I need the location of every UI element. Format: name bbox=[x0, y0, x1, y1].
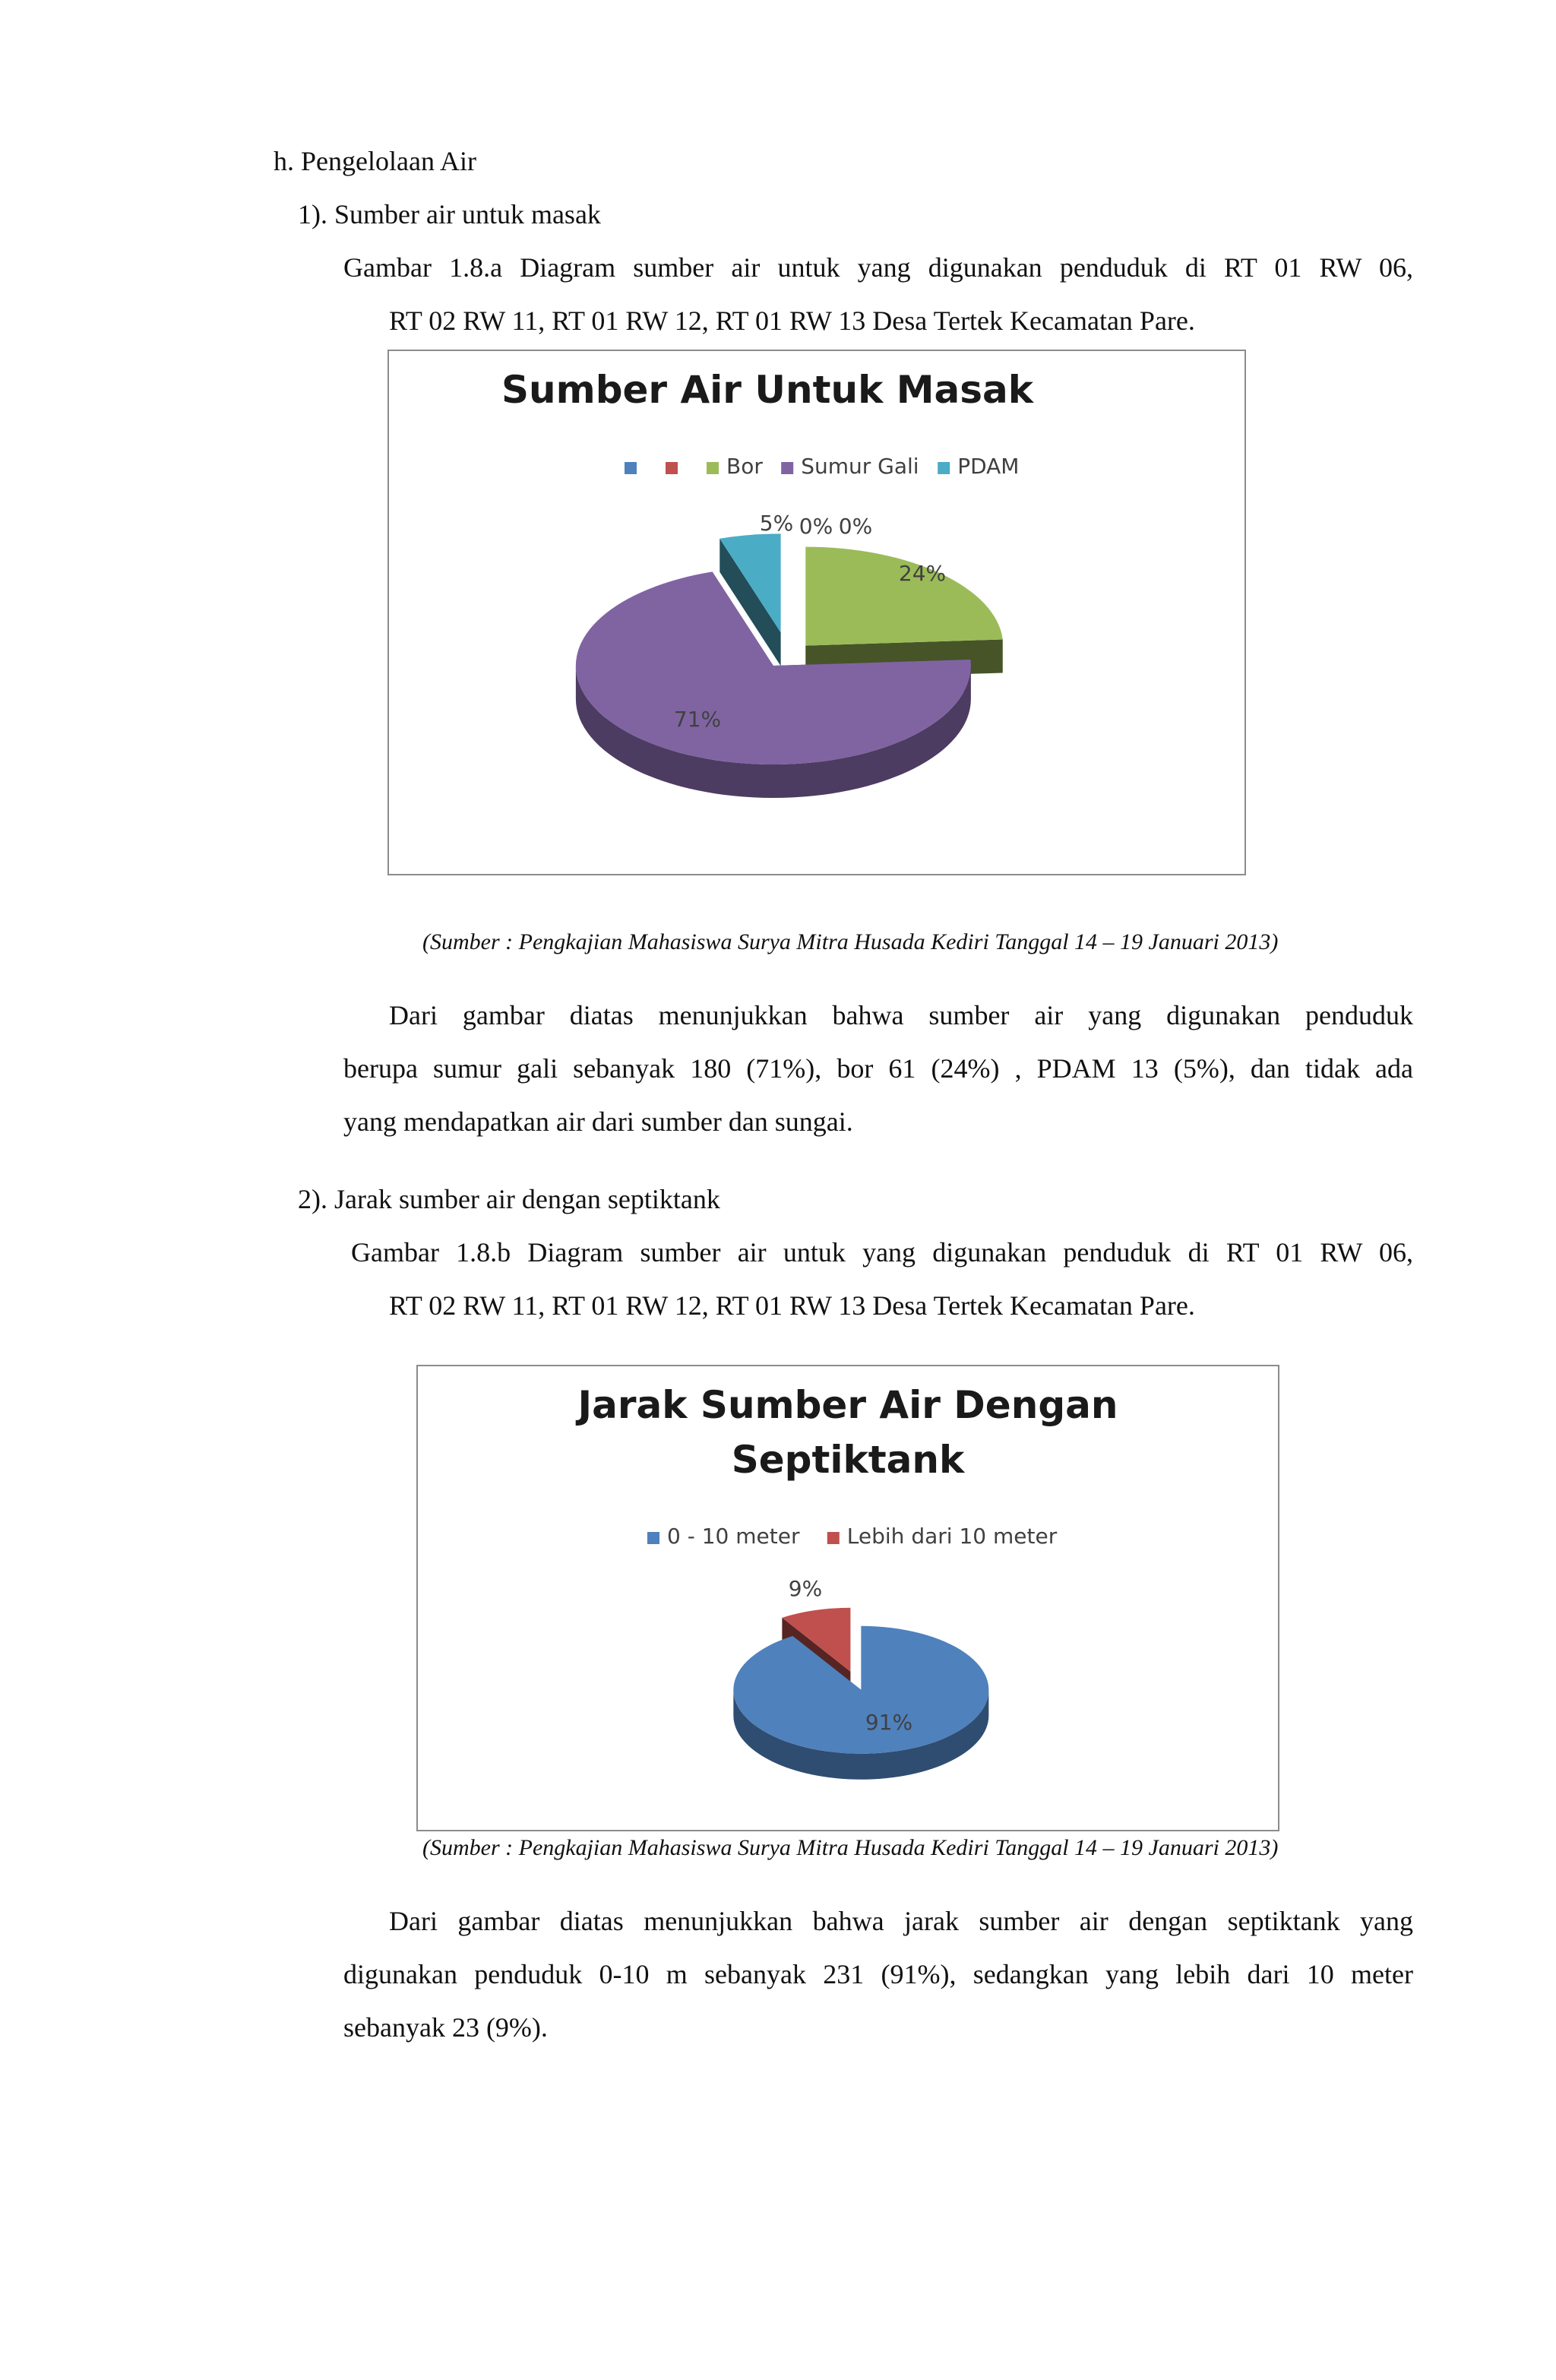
data-label-unnamed-2: 0% bbox=[838, 514, 873, 539]
data-label-pdam: 5% bbox=[759, 511, 794, 536]
chart-1-frame bbox=[387, 350, 1246, 875]
figure-1-source: (Sumber : Pengkajian Mahasiswa Surya Mitra Husada Kediri Tanggal 14 – 19 Januari 2013) bbox=[422, 929, 1279, 954]
legend-label-lebih-dari-10-meter: Lebih dari 10 meter bbox=[846, 1524, 1058, 1549]
data-label-0-10-meter: 91% bbox=[865, 1710, 913, 1735]
chart-2-title-line-2: Septiktank bbox=[731, 1438, 965, 1482]
chart-2-svg bbox=[418, 1366, 1278, 1830]
chart-2-title-line-1: Jarak Sumber Air Dengan bbox=[577, 1383, 1118, 1427]
figure-1-caption-line-2: RT 02 RW 11, RT 01 RW 12, RT 01 RW 13 Desa Tertek Kecamatan Pare. bbox=[389, 305, 1195, 336]
data-label-sumur-gali: 71% bbox=[673, 707, 722, 732]
chart-2-legend bbox=[647, 1524, 1058, 1549]
paragraph-1-line-3: yang mendapatkan air dari sumber dan sungai. bbox=[343, 1106, 853, 1137]
data-label-bor: 24% bbox=[898, 561, 947, 586]
legend-swatch-bor bbox=[707, 462, 719, 474]
figure-2-source: (Sumber : Pengkajian Mahasiswa Surya Mitra Husada Kediri Tanggal 14 – 19 Januari 2013) bbox=[422, 1835, 1279, 1860]
legend-label-bor: Bor bbox=[726, 454, 763, 479]
subsection-2-heading: 2). Jarak sumber air dengan septiktank bbox=[298, 1184, 720, 1214]
chart-2-pie bbox=[733, 1608, 988, 1780]
paragraph-2-line-2: digunakan penduduk 0-10 m sebanyak 231 (91%), sedangkan yang lebih dari 10 meter bbox=[343, 1959, 1413, 1989]
chart-1-svg bbox=[389, 351, 1244, 874]
chart-1-legend bbox=[625, 454, 1019, 479]
chart-2-frame bbox=[416, 1365, 1279, 1831]
chart-1-title: Sumber Air Untuk Masak bbox=[501, 368, 1033, 412]
figure-2-caption-line-2: RT 02 RW 11, RT 01 RW 12, RT 01 RW 13 Desa Tertek Kecamatan Pare. bbox=[389, 1290, 1195, 1321]
legend-swatch-0-10-meter bbox=[647, 1532, 659, 1544]
paragraph-2-line-1: Dari gambar diatas menunjukkan bahwa jarak sumber air dengan septiktank yang bbox=[389, 1906, 1413, 1936]
pie-slice-0-10-meter bbox=[733, 1626, 988, 1780]
data-label-lebih-dari-10-meter: 9% bbox=[788, 1576, 823, 1601]
legend-swatch-unnamed-2 bbox=[666, 462, 678, 474]
legend-label-0-10-meter: 0 - 10 meter bbox=[667, 1524, 800, 1549]
legend-swatch-sumur-gali bbox=[781, 462, 793, 474]
figure-2-caption-line-1: Gambar 1.8.b Diagram sumber air untuk yang digunakan penduduk di RT 01 RW 06, bbox=[351, 1237, 1413, 1268]
legend-swatch-unnamed-1 bbox=[625, 462, 637, 474]
paragraph-1-line-2: berupa sumur gali sebanyak 180 (71%), bor 61 (24%) , PDAM 13 (5%), dan tidak ada bbox=[343, 1053, 1413, 1084]
legend-label-sumur-gali: Sumur Gali bbox=[801, 454, 919, 479]
legend-label-pdam: PDAM bbox=[957, 454, 1020, 479]
legend-swatch-pdam bbox=[938, 462, 950, 474]
paragraph-1-line-1: Dari gambar diatas menunjukkan bahwa sumber air yang digunakan penduduk bbox=[389, 1000, 1413, 1030]
section-heading: h. Pengelolaan Air bbox=[274, 146, 476, 176]
data-label-unnamed-1: 0% bbox=[799, 514, 833, 539]
paragraph-2-line-3: sebanyak 23 (9%). bbox=[343, 2012, 548, 2043]
legend-swatch-lebih-dari-10-meter bbox=[827, 1532, 840, 1544]
subsection-1-heading: 1). Sumber air untuk masak bbox=[298, 199, 601, 229]
figure-1-caption-line-1: Gambar 1.8.a Diagram sumber air untuk yang digunakan penduduk di RT 01 RW 06, bbox=[343, 252, 1413, 283]
